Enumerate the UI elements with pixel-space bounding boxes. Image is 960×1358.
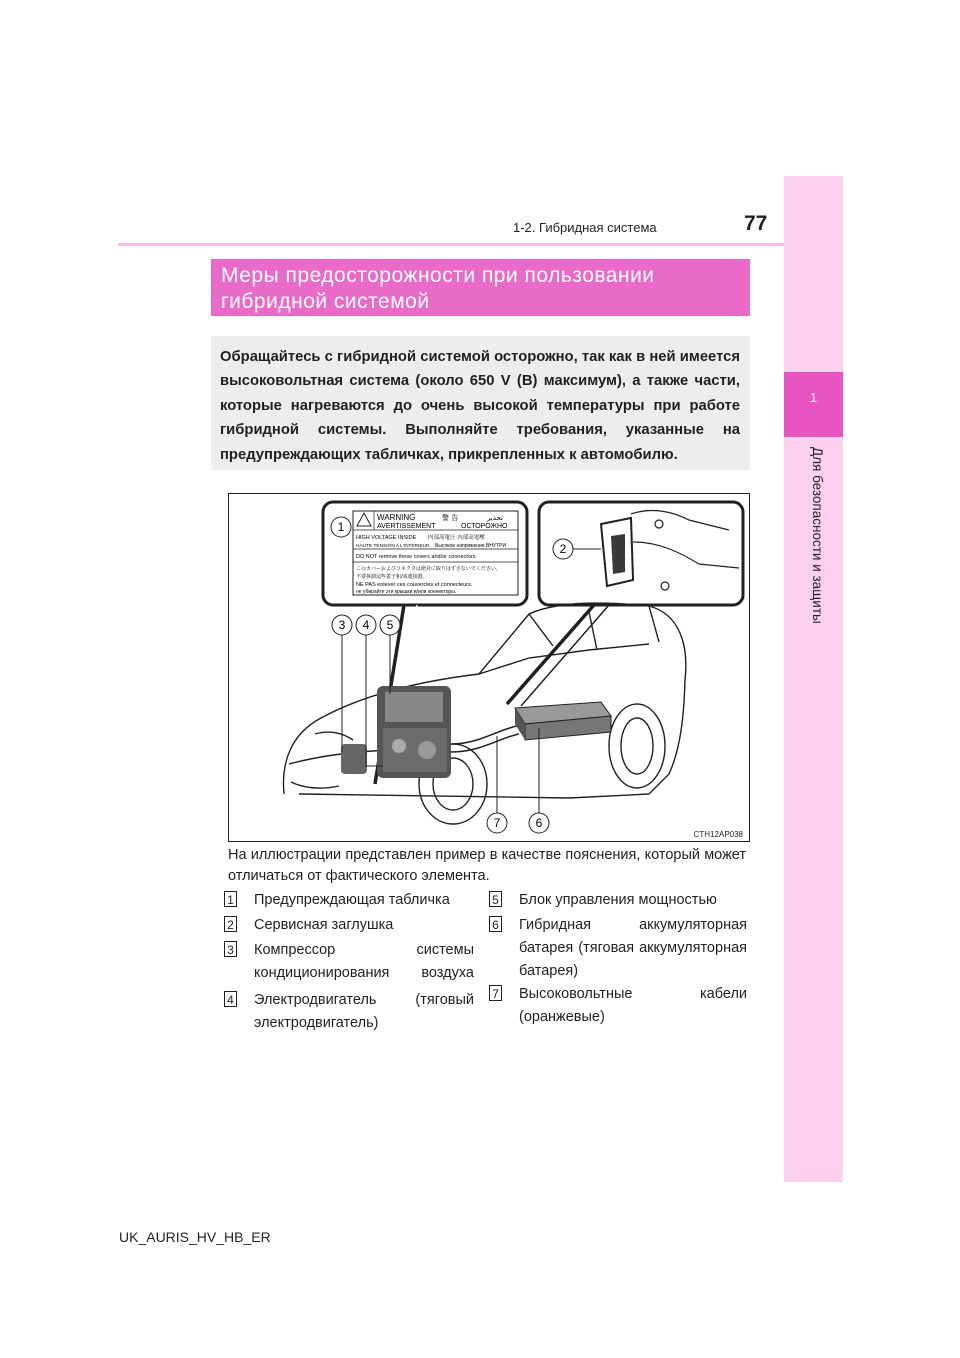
section-title-line1: Меры предосторожности при пользовании [221,264,655,287]
legend-text-2: Сервисная заглушка [254,917,394,933]
label-line4-right: Высокое напряжение ВНУТРИ [435,543,507,549]
legend-number-4: 4 [224,991,237,1007]
svg-text:1: 1 [337,520,345,534]
legend-text-7: Высоковольтные кабели (оранжевые) [519,986,747,1025]
legend-number-5: 5 [489,891,502,907]
legend-text-1: Предупреждающая табличка [254,892,450,908]
sidebar-section-number: 1 [809,390,818,405]
svg-text:3: 3 [338,618,346,632]
page-number: 77 [744,212,768,235]
sidebar-section-title: Для безопасности и защиты [810,447,825,624]
section-title-box [211,259,750,316]
figure-caption: На иллюстрации представлен пример в качестве пояснения, который может отличаться от фактического элемента. [228,847,746,884]
legend-number-6: 6 [489,916,502,932]
legend-number-7: 7 [489,985,502,1001]
label-line1-left: WARNING [377,513,416,522]
label-line3-mid: 内部高電圧 內部高電壓 [428,535,485,541]
svg-text:6: 6 [535,816,543,830]
car-diagram [229,494,749,841]
label-line1-right: تحذير [487,514,503,522]
intro-text: Обращайтесь с гибридной системой осторожно, так как в ней имеется высоковольтная система (около 650 V (В) максимум), а также части, которые нагреваются до очень высокой температуры при работе гибридной системы. Выполняйте требования, указанные на предупреждающих табличках, прикрепленных к автомобилю. [220,349,740,463]
legend-number-1: 1 [224,891,237,907]
hybrid-system-illustration [228,493,750,842]
chapter-title: 1-2. Гибридная система [513,220,657,235]
label-line8: NE PAS enlever ces couvercles et connecteurs. [356,582,473,588]
label-line5: DO NOT remove these covers and/or connectors. [356,554,477,560]
label-line2-left: AVERTISSEMENT [377,523,436,530]
label-line7: 不要拆卸這些蓋子和/或連接器。 [356,574,428,580]
car-outline [283,603,685,824]
svg-text:5: 5 [386,618,394,632]
label-line3-left: HIGH VOLTAGE INSIDE [356,535,417,541]
legend-text-4: Электродвигатель (тяговый электродвигатель) [254,992,474,1031]
legend-text-3: Компрессор системы кондиционирования воздуха [254,942,474,981]
svg-text:4: 4 [362,618,370,632]
ac-compressor [341,744,367,774]
section-title [221,263,655,315]
high-voltage-cables [451,726,517,744]
legend-text-6: Гибридная аккумуляторная батарея (тяговая аккумуляторная батарея) [519,917,747,979]
engine-assembly [377,686,451,778]
intro-box [211,336,750,470]
label-line1-mid: 警 告 [442,514,459,522]
legend-text-5: Блок управления мощностью [519,892,717,908]
hybrid-battery [515,702,611,740]
svg-text:2: 2 [559,542,567,556]
svg-text:7: 7 [493,816,501,830]
label-line6: このカバーおよびコネクタは絶対に取りはずさないでください。 [356,566,501,572]
section-title-line2: гибридной системой [221,290,430,313]
legend-number-3: 3 [224,941,237,957]
footer-code: UK_AURIS_HV_HB_ER [119,1229,271,1245]
label-line4-left: HAUTE TENSION A L'INTERIEUR [356,544,430,549]
legend-number-2: 2 [224,916,237,932]
label-line2-right: ОСТОРОЖНО [461,523,508,530]
header-divider [118,243,784,246]
label-line9: не убирайте эти крышки и/или коннекторы. [356,589,457,595]
figure-code: CTH12AP038 [693,830,743,839]
